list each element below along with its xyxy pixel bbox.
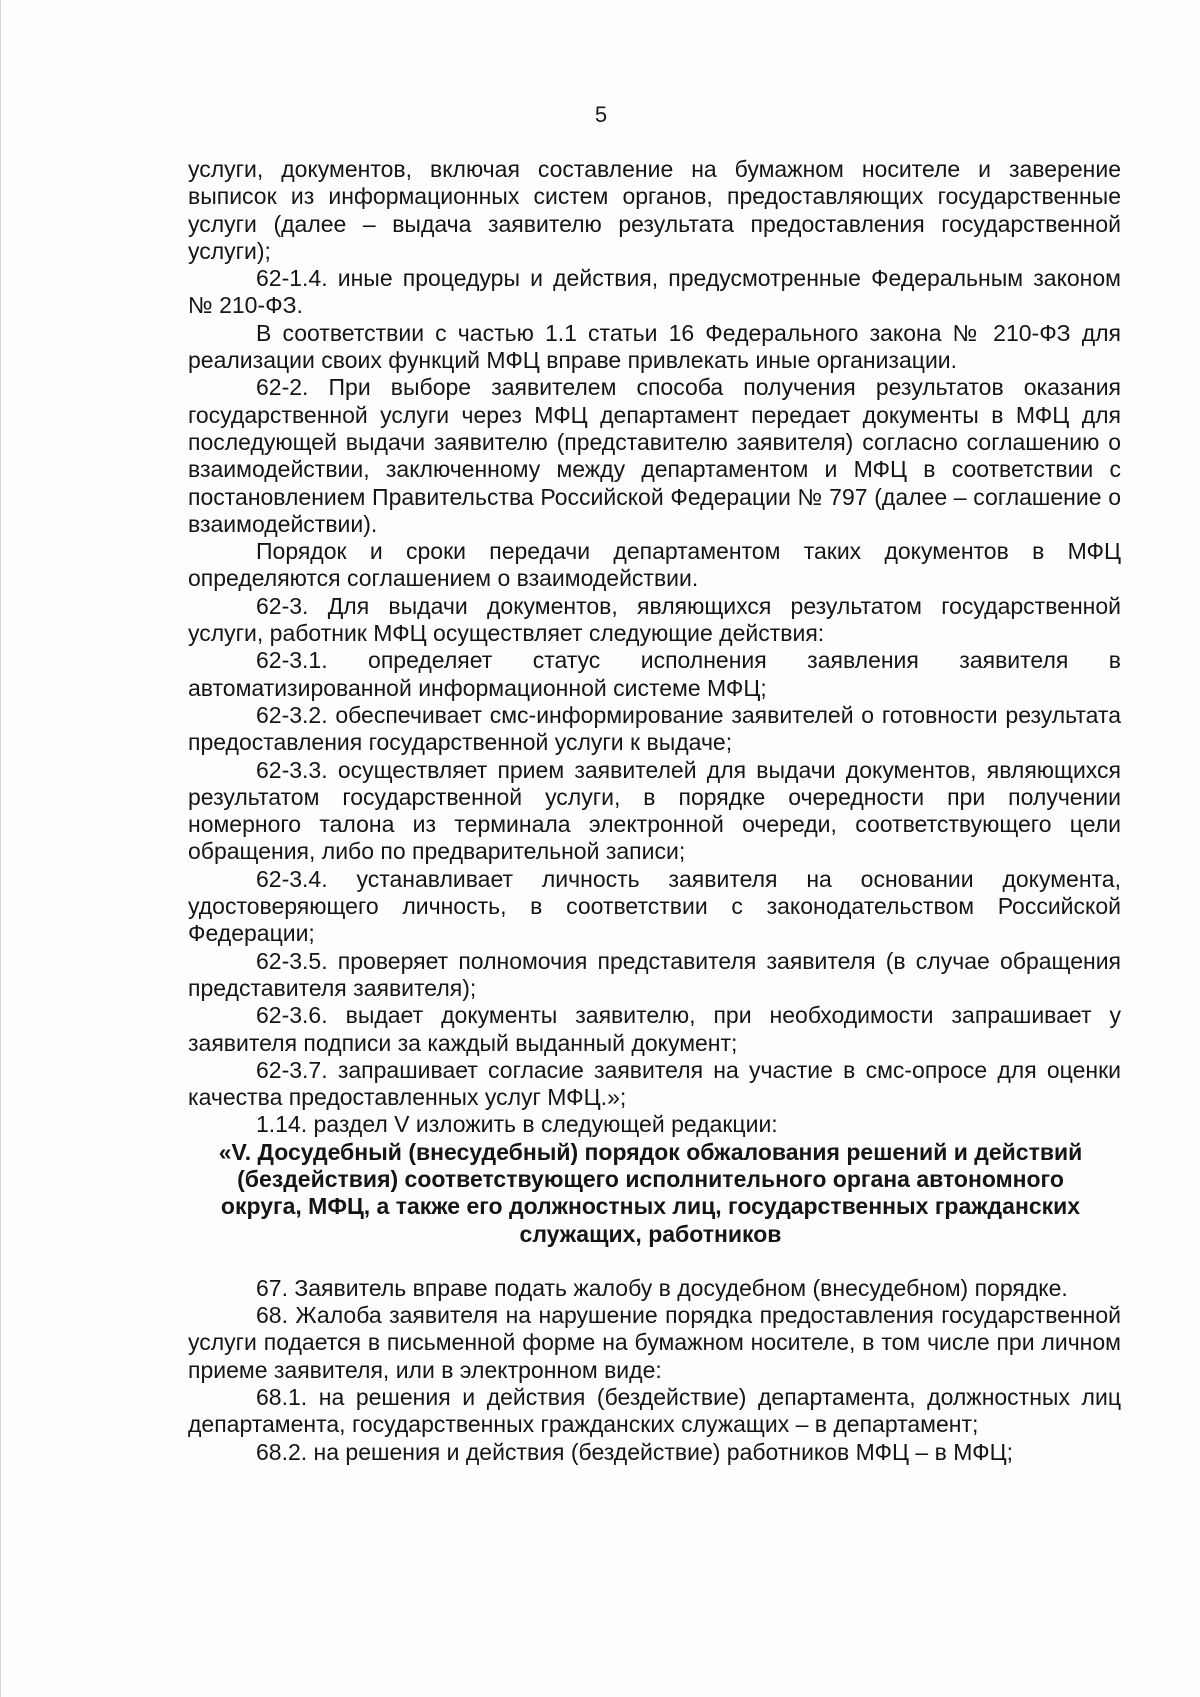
paragraph: 68.1. на решения и действия (бездействие) департамента, должностных лиц департамента, государственных гражданских служащих – в департамент;: [188, 1384, 1121, 1438]
paragraph: 62-3.7. запрашивает согласие заявителя на участие в смс-опросе для оценки качества предоставленных услуг МФЦ.»;: [188, 1056, 1121, 1111]
paragraph: 62-3. Для выдачи документов, являющихся результатом государственной услуги, работник МФЦ осуществляет следующие действия:: [188, 592, 1121, 647]
paragraph: 62-3.6. выдает документы заявителю, при необходимости запрашивает у заявителя подписи за каждый выданный документ;: [188, 1002, 1121, 1056]
document-body: [188, 156, 1121, 1466]
section-heading: «V. Досудебный (внесудебный) порядок обжалования решений и действий (бездействия) соответствующего исполнительного органа автономного округа, МФЦ, а также его должностных лиц, государственных гражданских служащих, работников: [218, 1138, 1083, 1247]
paragraph: 62-3.5. проверяет полномочия представителя заявителя (в случае обращения представителя заявителя);: [188, 947, 1121, 1001]
paragraph: 62-1.4. иные процедуры и действия, предусмотренные Федеральным законом № 210-ФЗ.: [188, 265, 1121, 319]
paragraph: 62-3.4. устанавливает личность заявителя на основании документа, удостоверяющего личность, в соответствии с законодательством Российской Федерации;: [188, 865, 1121, 947]
paragraph: 62-2. При выборе заявителем способа получения результатов оказания государственной услуги через МФЦ департамент передает документы в МФЦ для последующей выдачи заявителю (представителю заявителя) согласно соглашению о взаимодействии, заключенному между департаментом и МФЦ в соответствии с постановлением Правительства Российской Федерации № 797 (далее – соглашение о взаимодействии).: [188, 374, 1121, 537]
paragraph: 68. Жалоба заявителя на нарушение порядка предоставления государственной услуги подается в письменной форме на бумажном носителе, в том числе при личном приеме заявителя, или в электронном виде:: [188, 1302, 1121, 1383]
paragraph: 67. Заявитель вправе подать жалобу в досудебном (внесудебном) порядке.: [256, 1274, 1068, 1301]
paragraph: услуги, документов, включая составление на бумажном носителе и заверение выписок из информационных систем органов, предоставляющих государственные услуги (далее – выдача заявителю результата предоставления государственной услуги);: [188, 156, 1121, 264]
paragraph: 1.14. раздел V изложить в следующей редакции:: [256, 1111, 778, 1138]
page-number: 5: [594, 102, 608, 127]
paragraph: В соответствии с частью 1.1 статьи 16 Федерального закона № 210-ФЗ для реализации своих функций МФЦ вправе привлекать иные организации.: [188, 319, 1121, 374]
paragraph: Порядок и сроки передачи департаментом таких документов в МФЦ определяются соглашением о взаимодействии.: [188, 538, 1121, 592]
paragraph: 62-3.3. осуществляет прием заявителей для выдачи документов, являющихся результатом государственной услуги, в порядке очередности при получении номерного талона из терминала электронной очереди, соответствующего цели обращения, либо по предварительной записи;: [188, 756, 1121, 865]
paragraph: 62-3.2. обеспечивает смс-информирование заявителей о готовности результата предоставления государственной услуги к выдаче;: [188, 701, 1121, 756]
paragraph: 68.2. на решения и действия (бездействие) работников МФЦ – в МФЦ;: [256, 1438, 1014, 1465]
spacer: [188, 1248, 1121, 1275]
paragraph: 62-3.1. определяет статус исполнения заявления заявителя в автоматизированной информационной системе МФЦ;: [188, 647, 1121, 701]
